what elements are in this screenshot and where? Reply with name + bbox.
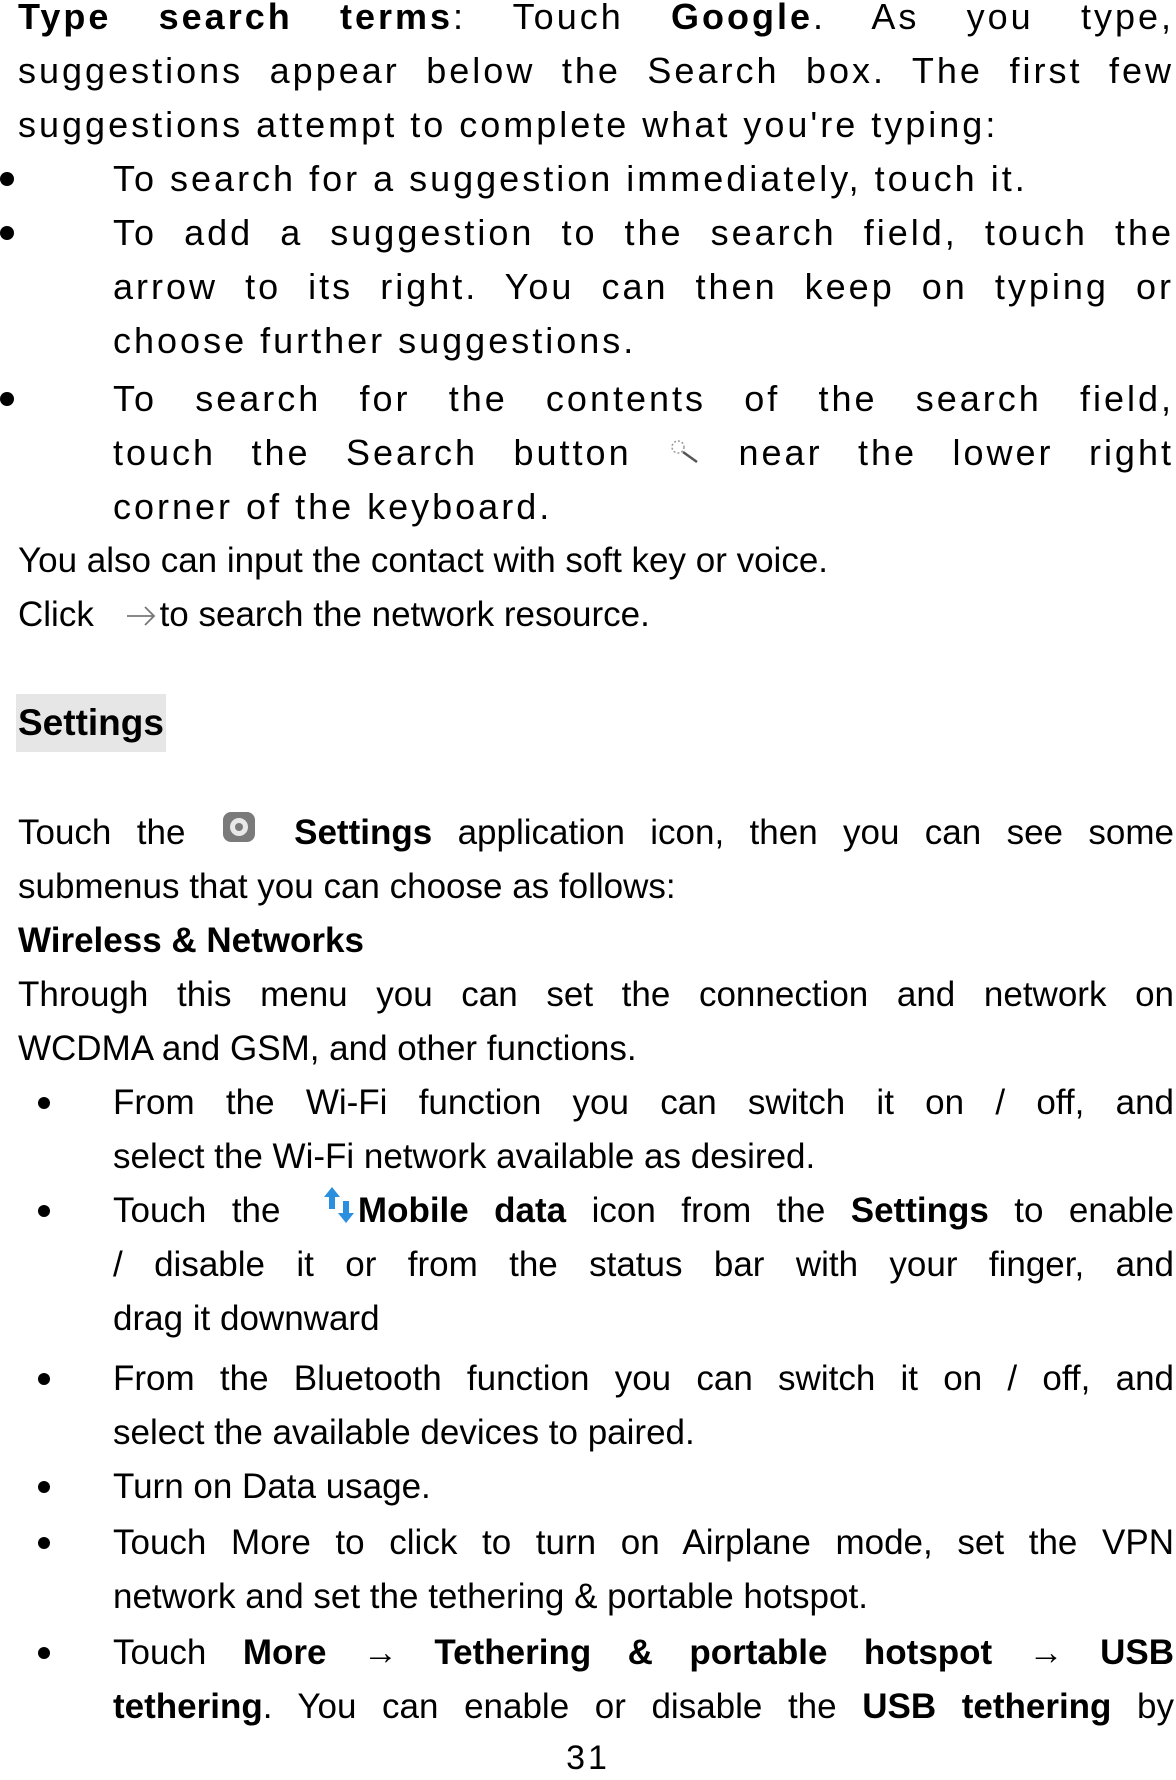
arrow-icon: → xyxy=(1028,1633,1064,1672)
settings-bullet-3-cont xyxy=(0,1406,1176,1460)
bullet-dot xyxy=(0,226,14,240)
wireless-networks-heading: Wireless & Networks xyxy=(18,921,364,960)
page-number: 31 xyxy=(566,1739,610,1777)
settings-bullet-6 xyxy=(0,1626,1176,1680)
settings-bullet-3 xyxy=(0,1352,1176,1406)
bullet-dot xyxy=(38,1097,50,1109)
bullet-dot xyxy=(38,1481,50,1493)
through-line1: Through this menu you can set the connection and network on xyxy=(18,975,1174,1014)
search-bullet-2-cont xyxy=(0,260,1176,314)
bullet-text: From the Bluetooth function you can switch it on / off, and xyxy=(113,1359,1174,1398)
bullet-text: choose further suggestions. xyxy=(113,320,637,361)
bullet-text: select the available devices to paired. xyxy=(113,1413,695,1452)
search-terms-label: Type search terms xyxy=(18,0,454,37)
bullet-text: touch the Search button near the lower right xyxy=(113,426,1174,482)
bullet-text: Touch the Mobile data icon from the Settings to enable xyxy=(113,1184,1174,1241)
settings-heading: Settings xyxy=(16,694,166,752)
bullet-text: arrow to its right. You can then keep on typing or xyxy=(113,266,1174,307)
search-terms-line: Type search terms: Touch Google. As you type, xyxy=(18,0,1174,44)
settings-intro-line2: submenus that you can choose as follows: xyxy=(18,867,676,906)
soft-key-line: You also can input the contact with soft key or voice. xyxy=(18,541,829,580)
search-bullet-3-cont xyxy=(0,426,1176,480)
bullet-dot xyxy=(38,1537,50,1549)
settings-bullet-5 xyxy=(0,1516,1176,1570)
click-line: Click to search the network resource. xyxy=(18,588,1174,644)
search-intro-line2: suggestions appear below the Search box. The first few xyxy=(18,50,1174,91)
bullet-dot xyxy=(0,392,14,406)
bullet-text: To add a suggestion to the search field, touch the xyxy=(113,212,1174,253)
arrow-icon: → xyxy=(362,1633,398,1672)
settings-intro-line1: Touch the Settings application icon, then you can see some xyxy=(18,806,1174,862)
bullet-dot xyxy=(38,1205,50,1217)
settings-bullet-4 xyxy=(0,1460,1176,1514)
bullet-dot xyxy=(38,1647,50,1659)
settings-bullet-6-cont xyxy=(0,1680,1176,1734)
bullet-text: select the Wi-Fi network available as desired. xyxy=(113,1137,816,1176)
google-label: Google xyxy=(671,0,814,37)
bullet-text: Turn on Data usage. xyxy=(113,1467,431,1506)
mobile-data-icon xyxy=(320,1185,358,1241)
bullet-text: tethering. You can enable or disable the USB tethering by xyxy=(113,1687,1174,1726)
search-intro-line3: suggestions attempt to complete what you're typing: xyxy=(18,104,999,145)
search-bullet-3-cont xyxy=(0,480,1176,534)
arrow-right-icon xyxy=(124,590,158,644)
search-bullet-2 xyxy=(0,206,1176,260)
bullet-text: Touch More → Tethering & portable hotspot → USB xyxy=(113,1633,1175,1672)
bullet-text: corner of the keyboard. xyxy=(113,486,553,527)
search-key-icon xyxy=(667,428,703,482)
gear-icon xyxy=(219,808,259,862)
settings-bullet-5-cont xyxy=(0,1570,1176,1624)
settings-bullet-2-cont xyxy=(0,1292,1176,1346)
search-bullet-3 xyxy=(0,372,1176,426)
through-line2: WCDMA and GSM, and other functions. xyxy=(18,1029,637,1068)
bullet-dot xyxy=(0,172,14,186)
bullet-text: Touch More to click to turn on Airplane mode, set the VPN xyxy=(113,1523,1174,1562)
settings-bullet-1 xyxy=(0,1076,1176,1130)
bullet-text: From the Wi-Fi function you can switch it on / off, and xyxy=(113,1083,1174,1122)
bullet-text: drag it downward xyxy=(113,1299,380,1338)
bullet-text: To search for a suggestion immediately, touch it. xyxy=(113,158,1028,199)
bullet-text: To search for the contents of the search field, xyxy=(113,378,1174,419)
bullet-text: network and set the tethering & portable hotspot. xyxy=(113,1577,868,1616)
settings-bullet-2-cont xyxy=(0,1238,1176,1292)
bullet-text: / disable it or from the status bar with your finger, and xyxy=(113,1245,1174,1284)
search-bullet-1 xyxy=(0,152,1176,206)
settings-bullet-1-cont xyxy=(0,1130,1176,1184)
settings-bullet-2 xyxy=(0,1184,1176,1238)
search-bullet-2-cont xyxy=(0,314,1176,368)
bullet-dot xyxy=(38,1373,50,1385)
